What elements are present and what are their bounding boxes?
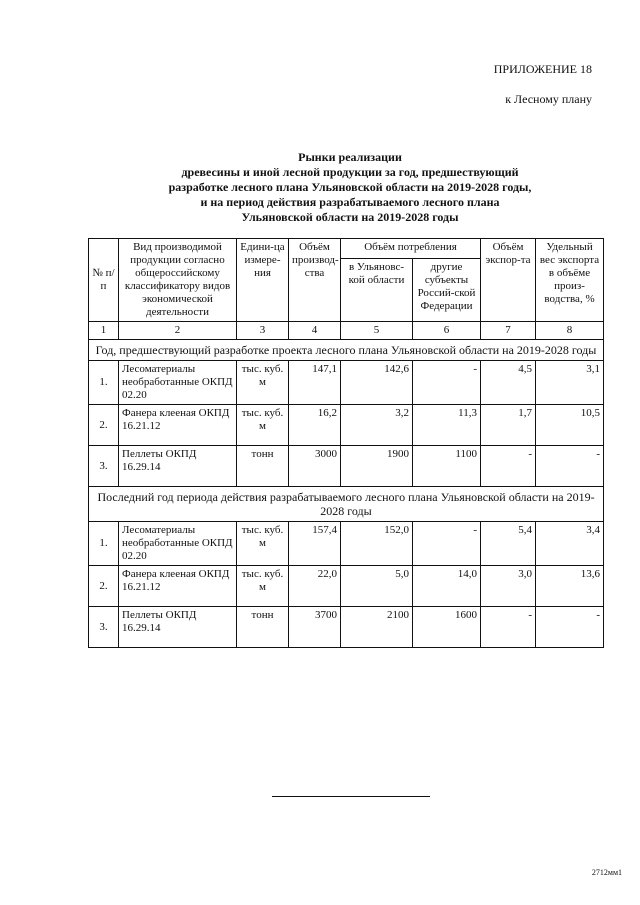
header-volume-production: Объём производ-ства	[289, 239, 341, 322]
header-consumption: Объём потребления	[341, 239, 481, 259]
header-in-region: в Ульяновс-кой области	[341, 258, 413, 321]
row-unit: тыс. куб. м	[237, 361, 289, 405]
table-row	[89, 566, 604, 607]
table-row	[89, 361, 604, 405]
row-num: 3.	[89, 446, 119, 487]
table-row	[89, 607, 604, 648]
row-production: 147,1	[289, 361, 341, 405]
row-other: 1100	[413, 446, 481, 487]
row-region: 5,0	[341, 566, 413, 607]
row-unit: тыс. куб. м	[237, 566, 289, 607]
table-header-row	[89, 239, 604, 259]
row-region: 3,2	[341, 405, 413, 446]
header-num: № п/п	[89, 239, 119, 322]
row-export: 5,4	[481, 522, 536, 566]
row-share: 10,5	[536, 405, 604, 446]
row-unit: тонн	[237, 446, 289, 487]
table-row	[89, 522, 604, 566]
col-number: 3	[237, 322, 289, 340]
row-other: 14,0	[413, 566, 481, 607]
row-share: 13,6	[536, 566, 604, 607]
row-num: 3.	[89, 607, 119, 648]
column-number-row	[89, 322, 604, 340]
section-heading-last-year: Последний год периода действия разрабатываемого лесного плана Ульяновской области на 2019-2028 годы	[89, 487, 604, 522]
row-other: -	[413, 361, 481, 405]
row-num: 2.	[89, 566, 119, 607]
row-share: -	[536, 607, 604, 648]
appendix-label: ПРИЛОЖЕНИЕ 18	[493, 62, 592, 76]
col-number: 6	[413, 322, 481, 340]
row-product: Пеллеты ОКПД 16.29.14	[119, 446, 237, 487]
title-line: Рынки реализации	[298, 150, 402, 164]
row-export: 4,5	[481, 361, 536, 405]
row-num: 1.	[89, 361, 119, 405]
row-unit: тонн	[237, 607, 289, 648]
header-product: Вид производимой продукции согласно общероссийскому классификатору видов экономической деятельности	[119, 239, 237, 322]
row-other: 11,3	[413, 405, 481, 446]
row-production: 157,4	[289, 522, 341, 566]
section-row	[89, 487, 604, 522]
row-num: 1.	[89, 522, 119, 566]
row-num: 2.	[89, 405, 119, 446]
title-line: древесины и иной лесной продукции за год, предшествующий	[181, 165, 519, 179]
col-number: 7	[481, 322, 536, 340]
section-row	[89, 340, 604, 361]
table-row	[89, 405, 604, 446]
header-export-share: Удельный вес экспорта в объёме произ-водства, %	[536, 239, 604, 322]
row-other: -	[413, 522, 481, 566]
header-export: Объём экспор-та	[481, 239, 536, 322]
col-number: 4	[289, 322, 341, 340]
header-unit: Едини-ца измере-ния	[237, 239, 289, 322]
row-production: 3700	[289, 607, 341, 648]
row-production: 22,0	[289, 566, 341, 607]
row-share: 3,1	[536, 361, 604, 405]
row-export: -	[481, 446, 536, 487]
row-region: 152,0	[341, 522, 413, 566]
table-row	[89, 446, 604, 487]
title-line: разработке лесного плана Ульяновской области на 2019-2028 годы,	[168, 180, 532, 194]
col-number: 5	[341, 322, 413, 340]
section-heading-prior-year: Год, предшествующий разработке проекта лесного плана Ульяновской области на 2019-2028 годы	[89, 340, 604, 361]
row-unit: тыс. куб. м	[237, 522, 289, 566]
signature-line-divider	[272, 796, 430, 797]
row-region: 2100	[341, 607, 413, 648]
row-region: 1900	[341, 446, 413, 487]
row-export: 1,7	[481, 405, 536, 446]
row-share: 3,4	[536, 522, 604, 566]
title-line: Ульяновской области на 2019-2028 годы	[241, 210, 459, 224]
col-number: 2	[119, 322, 237, 340]
row-product: Лесоматериалы необработанные ОКПД 02.20	[119, 361, 237, 405]
markets-table	[88, 238, 604, 648]
row-product: Фанера клееная ОКПД 16.21.12	[119, 566, 237, 607]
row-region: 142,6	[341, 361, 413, 405]
row-production: 16,2	[289, 405, 341, 446]
title-line: и на период действия разрабатываемого лесного плана	[200, 195, 500, 209]
document-title	[120, 150, 580, 225]
row-other: 1600	[413, 607, 481, 648]
row-product: Фанера клееная ОКПД 16.21.12	[119, 405, 237, 446]
row-product: Лесоматериалы необработанные ОКПД 02.20	[119, 522, 237, 566]
row-export: 3,0	[481, 566, 536, 607]
document-code: 2712мм1	[591, 868, 622, 877]
col-number: 8	[536, 322, 604, 340]
row-export: -	[481, 607, 536, 648]
plan-reference: к Лесному плану	[505, 92, 592, 106]
header-other-subjects: другие субъекты Россий-ской Федерации	[413, 258, 481, 321]
col-number: 1	[89, 322, 119, 340]
row-production: 3000	[289, 446, 341, 487]
row-share: -	[536, 446, 604, 487]
row-unit: тыс. куб. м	[237, 405, 289, 446]
row-product: Пеллеты ОКПД 16.29.14	[119, 607, 237, 648]
